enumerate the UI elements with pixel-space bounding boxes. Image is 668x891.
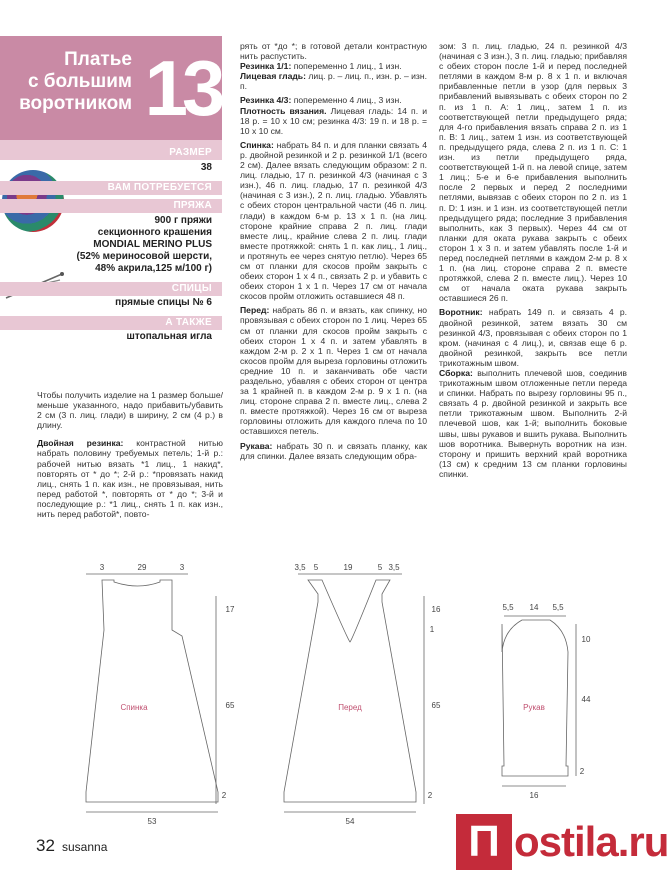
- dim-label: 5: [313, 563, 319, 572]
- watermark: [450, 806, 668, 880]
- stockinette: Лицевая гладь: лиц. р. – лиц. п., изн. р. – изн. п.: [240, 71, 428, 92]
- dim-label: 16: [431, 605, 441, 614]
- dim-label: 29: [137, 563, 147, 572]
- watermark-logo-box: П: [456, 814, 512, 870]
- dim-label: 3: [179, 563, 185, 572]
- column-3: [439, 41, 627, 479]
- dim-label: 14: [529, 603, 539, 612]
- yarn-heading: ПРЯЖА: [0, 199, 222, 213]
- yarn-description: 900 г пряжи секционного крашения MONDIAL MERINO PLUS (52% мериносовой шерсти, 48% акрила,125 м/100 г): [76, 215, 212, 274]
- dim-label: 54: [345, 817, 355, 826]
- dim-label: 10: [581, 635, 591, 644]
- dim-label: 2: [427, 791, 433, 800]
- back-instructions: Спинка: набрать 84 п. и для планки связать 4 р. двойной резинкой и 2 р. резинкой 1/1 (всего 2 см). Далее вязать следующим образом: 2 п. лиц. гладью, 17 п. резинкой 4/3 (начиная с 3 изн.), 46 п. лиц. гладью, 17 п. резинкой 4/3 (начиная с 3 изн.), 2 п. лиц. гладью. Убавлять с обеих сторон центральной части (46 п. лиц. глади) в каждом 6-м р. 13 х 1 п. (на лиц. стороне крайние справа 2 п. лиц. глади вместе лиц., крайние слева 2 п. лиц. глади вместе протяжкой: снять 1 п. как лиц., 1 лиц., и протянуть ее через снятую петлю). Через 65 см от планки для скосов пройм закрыть с обеих сторон 1 х 4 п., связать 2 р. и убавить с обеих сторон 1 х 1 п. Через 17 см от начала скосов пройм отложить оставшиеся 48 п.: [240, 139, 427, 302]
- dim-label: 19: [343, 563, 353, 572]
- size-heading: РАЗМЕР: [0, 146, 222, 160]
- header-band: [0, 36, 222, 140]
- pattern-diagrams: [90, 560, 591, 840]
- page-number: 32: [36, 836, 55, 855]
- intro-paragraph: Чтобы получить изделие на 1 размер больше/меньше указанного, надо прибавить/убавить 2 см (3 п. лиц. глади) в ширину, 2 см (4 р.) в длину.: [37, 390, 223, 431]
- column-1: [37, 390, 223, 519]
- dim-label: 2: [579, 767, 585, 776]
- assembly-instructions: Сборка: выполнить плечевой шов, соединив трикотажным швом отложенные петли переда и спинки. Набрать по вырезу горловины 95 п., связать 4 р. двойной резинкой и закрыть все петли трикотажным швом. Выполнить 2-й плечевой шов, как 1-й; выполнить боковые швы, швы рукавов и вшить рукава. Выполнить шов воротника. Вывернуть воротник на изн. сторону и пришить верхний край воротника (13 см) к средним 13 см планки горловины спинки.: [439, 368, 627, 479]
- dim-label: 1: [429, 625, 435, 634]
- also-heading: А ТАКЖЕ: [0, 316, 222, 330]
- dim-label: 5: [377, 563, 383, 572]
- front-outline: [284, 580, 416, 802]
- front-instructions: Перед: набрать 86 п. и вязать, как спинку, но провязывая с обеих сторон по 1 лиц. Через 65 см от планки для скосов пройм закрыть с обеих сторон 1 х 4 п. и затем убавлять в каждом 2-м р. 2 х 1 п. Через 1 см от начала скосов пройм для выреза горловины отложить средние 10 п. и заканчивать обе части раздельно, убавляя с обеих сторон от центра за 1 крайней п. в каждом 2-м р. 9 х 1 п. (на лиц. стороне справа 2 п. вместе лиц., слева 2 п. вместе протяжкой). Через 16 см от выреза горловины отложить для каждого плеча по 10 оставшихся петель.: [240, 305, 427, 437]
- dim-label: 53: [147, 817, 157, 826]
- dim-label: 5,5: [552, 603, 564, 612]
- collar-instructions: Воротник: набрать 149 п. и связать 4 р. двойной резинкой, затем вязать 30 см резинкой 4/3, провязывая с обеих сторон по 1 кром. (начиная с 4 лиц.), и, связав еще 6 р. двойной резинкой, закрыть все петли трикотажным швом.: [439, 307, 628, 368]
- title-line: воротником: [19, 93, 132, 114]
- rib-1-1: Резинка 1/1: попеременно 1 лиц., 1 изн.: [240, 61, 402, 72]
- pattern-number: 13: [144, 44, 220, 132]
- dim-label: 44: [581, 695, 591, 704]
- dim-label: 65: [225, 701, 235, 710]
- needles-value: прямые спицы № 6: [115, 297, 212, 308]
- dim-label: 17: [225, 605, 235, 614]
- back-label: Спинка: [120, 703, 148, 712]
- needles-heading: СПИЦЫ: [0, 282, 222, 296]
- front-label: Перед: [338, 703, 362, 712]
- dim-label: 3,5: [388, 563, 400, 572]
- column-2: [240, 41, 427, 461]
- materials-heading: ВАМ ПОТРЕБУЕТСЯ: [0, 181, 222, 195]
- sleeve-label: Рукав: [523, 703, 545, 712]
- dim-label: 16: [529, 791, 539, 800]
- sleeve-instructions: Рукава: набрать 30 п. и связать планку, как для спинки. Далее вязать следующим обра-: [240, 440, 428, 461]
- also-value: штопальная игла: [126, 331, 212, 342]
- double-rib-paragraph: Двойная резинка: контрастной нитью набрать половину требуемых петель; 1-й р.: рабочей нитью вязать *1 лиц., 1 накид*, повторять от * до *; 2-й р.: *провязать накид лиц., снять 1 п. как изн., не провязывая, нить перед работой *, повторять от * до *; 3-й и последующие р.: *1 лиц., снять 1 п. как изн., нить перед работой*, повто-: [37, 438, 223, 520]
- gauge: Плотность вязания. Лицевая гладь: 14 п. и 18 р. = 10 х 10 см; резинка 4/3: 19 п. и 18 р. = 10 х 10 см.: [240, 105, 427, 136]
- sleeve-outline: [502, 620, 568, 776]
- title-line: Платье: [64, 49, 132, 70]
- magazine-brand: susanna: [62, 840, 108, 854]
- back-outline: [86, 580, 218, 802]
- dim-label: 3,5: [294, 563, 306, 572]
- paragraph: зом: 3 п. лиц. гладью, 24 п. резинкой 4/3 (начиная с 3 изн.), 3 п. лиц. гладью; прибавляя с обеих сторон после 1-й и перед последней петлями в каждом 8-м р. 8 х 1 п. и включая прибавленные петли в узор (для первых 3 прибавлений вывязывать с обеих сторон по 2 п. из 1 п. А: 1 лиц., затем 1 п. из соответствующей петли предыдущего ряда; для 4-го прибавления вязать справа 2 п. из 1 п. В: 1 лиц., затем 1 изн. из соответствующей п. предыдущего ряда, слева 2 п. из 1 п. С: 1 изн. из петли предыдущего ряда, соответствующей 1-й п. на левой спице, затем 1 лиц.; 5-е и 6-е прибавления выполнить после 2 первых и перед 2 последними петлями, вывязав с обеих сторон по 2 п. из 1 п. D: 1 изн. и 1 изн. из соответствующей петли предыдущего ряда; последние 3 прибавления выполнить, как 3 первых). Через 44 см от планки для оката рукава закрыть с обеих сторон 1 х 3 п. и затем убавлять после 1-й и перед последней петлями в каждом 2-м р. 8 х 1 п. (на лиц. стороне справа 2 п. вместе протяжкой, слева 2 п. вместе лиц.). Через 10 см от начала оката рукава закрыть оставшиеся 26 п.: [439, 41, 627, 304]
- dim-label: 3: [99, 563, 105, 572]
- size-value: 38: [200, 162, 212, 173]
- rib-4-3: Резинка 4/3: попеременно 4 лиц., 3 изн.: [240, 95, 402, 106]
- paragraph: рять от *до *; в готовой детали контрастную нить распустить.: [240, 41, 427, 62]
- pattern-title: [4, 49, 132, 115]
- dim-label: 65: [431, 701, 441, 710]
- title-line: с большим: [27, 71, 132, 92]
- watermark-text: ostila.ru: [514, 818, 668, 865]
- dim-label: 5,5: [502, 603, 514, 612]
- dim-label: 2: [221, 791, 227, 800]
